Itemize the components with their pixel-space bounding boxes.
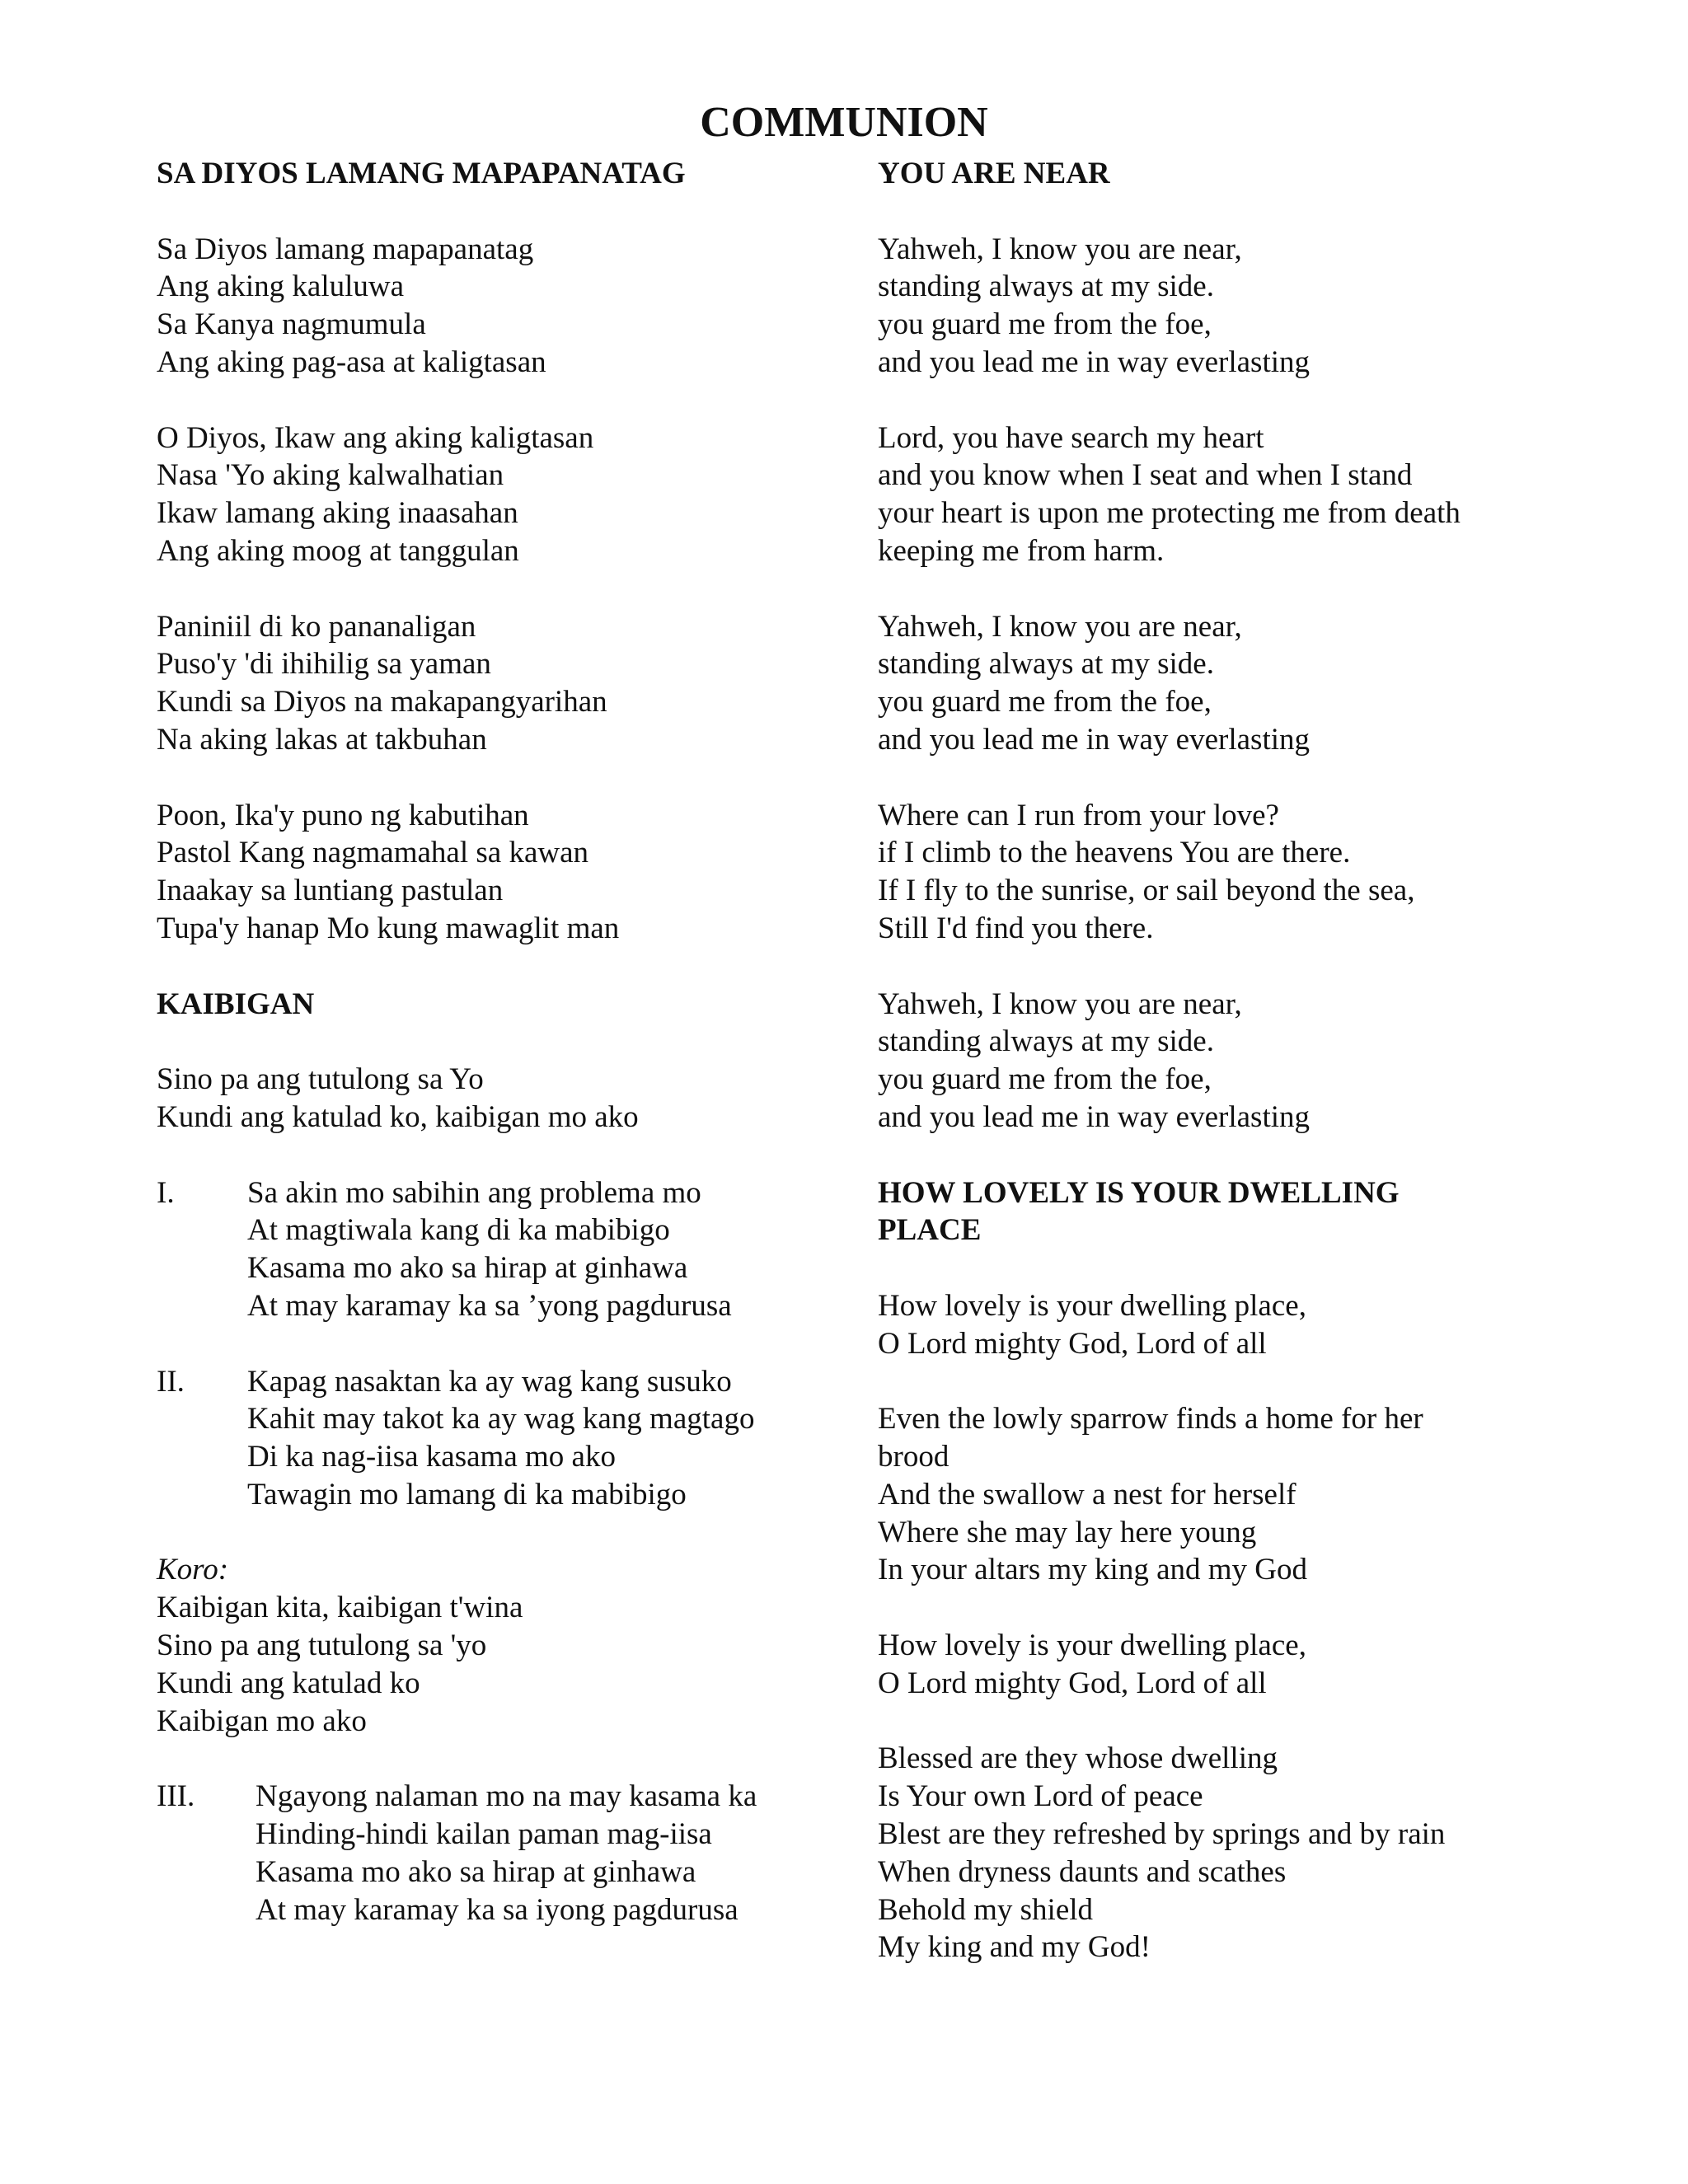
lyric-line: you guard me from the foe, xyxy=(878,307,1212,342)
stanza xyxy=(878,231,1603,382)
lyric-line: Still I'd find you there. xyxy=(878,911,1154,945)
stanza xyxy=(157,1061,865,1137)
lyric-line: Yahweh, I know you are near, xyxy=(878,609,1242,644)
left-column xyxy=(157,155,865,1929)
lyric-line: Paniniil di ko pananaligan xyxy=(157,609,476,644)
lyric-line: Behold my shield xyxy=(878,1892,1094,1927)
song-title-line: HOW LOVELY IS YOUR DWELLING xyxy=(878,1175,1400,1210)
stanza xyxy=(878,419,1603,570)
verse-1 xyxy=(157,1174,865,1325)
lyric-line: your heart is upon me protecting me from death xyxy=(878,496,1461,531)
stanza xyxy=(157,608,865,759)
lyric-line: O Diyos, Ikaw ang aking kaligtasan xyxy=(157,420,594,455)
stanza xyxy=(878,1287,1603,1363)
verse-number: II. xyxy=(157,1364,185,1399)
lyric-line: and you lead me in way everlasting xyxy=(878,722,1310,757)
lyric-line: Ngayong nalaman mo na may kasama ka xyxy=(256,1779,757,1814)
lyric-line: Blessed are they whose dwelling xyxy=(878,1741,1278,1776)
right-column xyxy=(878,155,1603,1966)
lyric-line: At may karamay ka sa ’yong pagdurusa xyxy=(247,1288,732,1323)
song-title-how-lovely xyxy=(878,1174,1603,1250)
lyric-line: if I climb to the heavens You are there. xyxy=(878,836,1351,870)
verse-2 xyxy=(157,1363,865,1514)
lyric-line: and you lead me in way everlasting xyxy=(878,1099,1310,1134)
lyric-line: How lovely is your dwelling place, xyxy=(878,1629,1306,1663)
lyric-line: Na aking lakas at takbuhan xyxy=(157,722,487,757)
lyric-line: Where can I run from your love? xyxy=(878,798,1279,832)
lyric-line: Sa Diyos lamang mapapanatag xyxy=(157,232,534,266)
lyric-line: you guard me from the foe, xyxy=(878,1062,1212,1097)
lyric-line: Yahweh, I know you are near, xyxy=(878,232,1242,266)
lyric-line: Sino pa ang tutulong sa 'yo xyxy=(157,1629,487,1663)
lyric-line: My king and my God! xyxy=(878,1930,1151,1965)
stanza xyxy=(878,1740,1603,1966)
stanza xyxy=(157,797,865,948)
lyric-line: O Lord mighty God, Lord of all xyxy=(878,1326,1267,1361)
koro-stanza xyxy=(157,1589,865,1740)
lyric-line: Ang aking moog at tanggulan xyxy=(157,533,519,568)
lyric-line: Where she may lay here young xyxy=(878,1515,1257,1549)
song-title-kaibigan: KAIBIGAN xyxy=(157,987,315,1021)
lyric-line: Kaibigan kita, kaibigan t'wina xyxy=(157,1591,523,1625)
lyric-line: Ikaw lamang aking inaasahan xyxy=(157,496,518,531)
lyric-line: and you know when I seat and when I stand xyxy=(878,458,1413,493)
lyric-line: Blest are they refreshed by springs and by rain xyxy=(878,1817,1446,1852)
lyric-line: Sa Kanya nagmumula xyxy=(157,307,426,342)
song-title-you-are-near: YOU ARE NEAR xyxy=(878,157,1110,190)
lyric-line: Lord, you have search my heart xyxy=(878,420,1264,455)
lyric-line: Hinding-hindi kailan paman mag-iisa xyxy=(256,1817,712,1852)
lyric-line: Is Your own Lord of peace xyxy=(878,1779,1203,1814)
song-title-line: PLACE xyxy=(878,1213,982,1248)
lyric-line: brood xyxy=(878,1440,950,1474)
lyric-line: Sa akin mo sabihin ang problema mo xyxy=(247,1175,701,1210)
lyric-line: Puso'y 'di ihihilig sa yaman xyxy=(157,647,491,682)
lyric-line: standing always at my side. xyxy=(878,647,1214,682)
lyric-line: O Lord mighty God, Lord of all xyxy=(878,1666,1267,1700)
lyric-line: In your altars my king and my God xyxy=(878,1553,1307,1587)
lyric-line: If I fly to the sunrise, or sail beyond the sea, xyxy=(878,874,1415,908)
lyric-line: Kasama mo ako sa hirap at ginhawa xyxy=(247,1251,688,1286)
verse-3 xyxy=(157,1778,865,1929)
lyric-line: Yahweh, I know you are near, xyxy=(878,987,1242,1021)
lyric-line: standing always at my side. xyxy=(878,1024,1214,1059)
lyric-line: Pastol Kang nagmamahal sa kawan xyxy=(157,836,589,870)
lyric-line: Nasa 'Yo aking kalwalhatian xyxy=(157,458,504,493)
lyric-line: and you lead me in way everlasting xyxy=(878,344,1310,379)
lyric-line: Ang aking kaluluwa xyxy=(157,269,405,304)
lyric-line: standing always at my side. xyxy=(878,269,1214,304)
page-title: COMMUNION xyxy=(700,99,988,146)
lyric-line: Kapag nasaktan ka ay wag kang susuko xyxy=(247,1364,732,1399)
lyric-line: Di ka nag-iisa kasama mo ako xyxy=(247,1440,616,1474)
stanza xyxy=(157,231,865,382)
lyric-line: Kaibigan mo ako xyxy=(157,1704,367,1738)
lyric-line: Kundi ang katulad ko, kaibigan mo ako xyxy=(157,1099,639,1134)
stanza xyxy=(878,1627,1603,1703)
lyric-line: At magtiwala kang di ka mabibigo xyxy=(247,1213,670,1248)
lyric-line: Kundi ang katulad ko xyxy=(157,1666,420,1700)
verse-number: III. xyxy=(157,1779,195,1814)
lyric-line: Ang aking pag-asa at kaligtasan xyxy=(157,344,546,379)
stanza xyxy=(878,986,1603,1137)
lyric-line: Tawagin mo lamang di ka mabibigo xyxy=(247,1477,687,1511)
lyric-line: How lovely is your dwelling place, xyxy=(878,1288,1306,1323)
lyric-line: Kundi sa Diyos na makapangyarihan xyxy=(157,685,607,719)
lyric-line: And the swallow a nest for herself xyxy=(878,1477,1296,1511)
lyric-line: you guard me from the foe, xyxy=(878,685,1212,719)
verse-number: I. xyxy=(157,1175,175,1210)
lyric-line: keeping me from harm. xyxy=(878,533,1165,568)
koro-label: Koro: xyxy=(157,1553,229,1587)
lyric-line: Kahit may takot ka ay wag kang magtago xyxy=(247,1402,755,1436)
lyric-line: Inaakay sa luntiang pastulan xyxy=(157,874,504,908)
stanza xyxy=(878,1400,1603,1589)
lyric-line: Even the lowly sparrow finds a home for her xyxy=(878,1402,1423,1436)
lyric-line: Tupa'y hanap Mo kung mawaglit man xyxy=(157,911,620,945)
lyric-line: At may karamay ka sa iyong pagdurusa xyxy=(256,1892,738,1927)
lyric-line: Poon, Ika'y puno ng kabutihan xyxy=(157,798,529,832)
stanza xyxy=(878,608,1603,759)
lyric-line: Kasama mo ako sa hirap at ginhawa xyxy=(256,1854,696,1889)
lyric-line: When dryness daunts and scathes xyxy=(878,1854,1287,1889)
stanza xyxy=(157,419,865,570)
stanza xyxy=(878,797,1603,948)
song-title-sa-diyos: SA DIYOS LAMANG MAPAPANATAG xyxy=(157,157,686,190)
lyric-line: Sino pa ang tutulong sa Yo xyxy=(157,1062,484,1097)
